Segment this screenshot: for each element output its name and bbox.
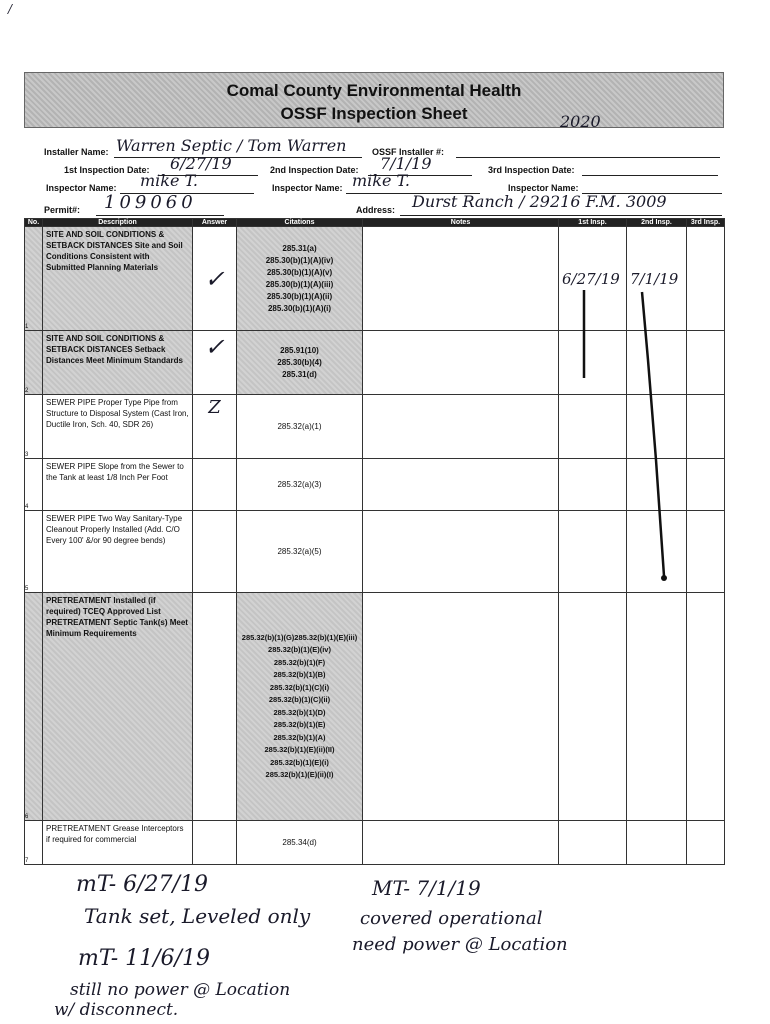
inspector2-value[interactable]: mike T. — [352, 171, 410, 190]
col-header-no: No. — [25, 219, 43, 227]
note-entry: Tank set, Leveled only — [84, 904, 311, 928]
citations-cell: 285.31(a) 285.30(b)(1)(A)(iv) 285.30(b)(1)(A)(v) 285.30(b)(1)(A)(iii) 285.30(b)(1)(A)(ii) 285.30(b)(1)(A)(i) — [237, 227, 363, 331]
row-number: 1 — [25, 227, 43, 331]
citations-cell: 285.91(10) 285.30(b)(4) 285.31(d) — [237, 331, 363, 395]
col-header-description: Description — [43, 219, 193, 227]
permit-value[interactable]: 109060 — [104, 192, 197, 213]
citations-cell: 285.32(a)(3) — [237, 459, 363, 511]
second-insp-cell[interactable]: 7/1/19 — [627, 227, 687, 331]
row-number: 7 — [25, 821, 43, 865]
first-insp-value[interactable]: 6/27/19 — [170, 154, 232, 173]
installer-name-label: Installer Name: — [44, 147, 109, 157]
row-number: 3 — [25, 395, 43, 459]
answer-cell[interactable]: ✓ — [193, 227, 237, 331]
row-description: SEWER PIPE Slope from the Sewer to the Tank at least 1/8 Inch Per Foot — [43, 459, 193, 511]
row-description: SITE AND SOIL CONDITIONS & SETBACK DISTANCES Setback Distances Meet Minimum Standards — [43, 331, 193, 395]
ossf-installer-label: OSSF Installer #: — [372, 147, 445, 157]
citations-cell: 285.32(a)(1) — [237, 395, 363, 459]
citations-cell: 285.32(b)(1)(G)285.32(b)(1)(E)(iii) 285.32(b)(1)(E)(iv) 285.32(b)(1)(F) 285.32(b)(1)(B) 285.32(b)(1)(C)(i) 285.32(b)(1)(C)(ii) 285.32(b)(1)(D) 285.32(b)(1)(E) 285.32(b)(1)(A) 285.32(b)(1)(E)(ii)(II) 285.32(b)(1)(E)(i) 285.32(b)(1)(E)(ii)(I) — [237, 593, 363, 821]
row-description: SITE AND SOIL CONDITIONS & SETBACK DISTANCES Site and Soil Conditions Consistent with Submitted Planning Materials — [43, 227, 193, 331]
inspector1-value[interactable]: mike T. — [140, 171, 198, 190]
inspector3-label: Inspector Name: — [508, 183, 579, 193]
stray-mark: / — [8, 2, 13, 16]
inspector2-label: Inspector Name: — [272, 183, 343, 193]
citations-cell: 285.32(a)(5) — [237, 511, 363, 593]
page-subtitle: OSSF Inspection Sheet — [280, 104, 468, 123]
row-description: PRETREATMENT Grease Interceptors if required for commercial — [43, 821, 193, 865]
page-title: Comal County Environmental Health — [226, 81, 522, 100]
col-header-first-insp: 1st Insp. — [559, 219, 627, 227]
row-number: 5 — [25, 511, 43, 593]
year-note: 2020 — [560, 112, 601, 131]
citations-cell: 285.34(d) — [237, 821, 363, 865]
note-entry: w/ disconnect. — [54, 1000, 179, 1020]
permit-label: Permit#: — [44, 205, 81, 215]
note-entry: need power @ Location — [352, 934, 568, 955]
installer-name-value[interactable]: Warren Septic / Tom Warren — [116, 136, 347, 155]
answer-cell[interactable]: ✓ — [193, 331, 237, 395]
col-header-notes: Notes — [363, 219, 559, 227]
col-header-citations: Citations — [237, 219, 363, 227]
col-header-second-insp: 2nd Insp. — [627, 219, 687, 227]
note-entry: still no power @ Location — [70, 980, 291, 1000]
row-number: 6 — [25, 593, 43, 821]
second-insp-line-mark — [642, 292, 664, 576]
third-insp-label: 3rd Inspection Date: — [488, 165, 575, 175]
row-description: PRETREATMENT Installed (if required) TCEQ Approved List PRETREATMENT Septic Tank(s) Meet Minimum Requirements — [43, 593, 193, 821]
second-insp-label: 2nd Inspection Date: — [270, 165, 359, 175]
col-header-answer: Answer — [193, 219, 237, 227]
second-insp-value[interactable]: 7/1/19 — [380, 154, 432, 173]
note-entry: mT- 6/27/19 — [76, 872, 208, 897]
row-description: SEWER PIPE Two Way Sanitary-Type Cleanout Properly Installed (Add. C/O Every 100' &/or 90 degree bends) — [43, 511, 193, 593]
address-label: Address: — [356, 205, 396, 215]
first-insp-cell[interactable]: 6/27/19 — [559, 227, 627, 331]
col-header-third-insp: 3rd Insp. — [687, 219, 725, 227]
note-entry: covered operational — [360, 908, 543, 929]
address-value[interactable]: Durst Ranch / 29216 F.M. 3009 — [412, 192, 667, 211]
note-entry: MT- 7/1/19 — [372, 876, 481, 900]
row-description: SEWER PIPE Proper Type Pipe from Structure to Disposal System (Cast Iron, Ductile Iron, Sch. 40, SDR 26) — [43, 395, 193, 459]
note-entry: mT- 11/6/19 — [78, 946, 210, 971]
row-number: 2 — [25, 331, 43, 395]
row-number: 4 — [25, 459, 43, 511]
answer-cell[interactable]: Z — [193, 395, 237, 459]
inspector1-label: Inspector Name: — [46, 183, 117, 193]
first-insp-label: 1st Inspection Date: — [64, 165, 150, 175]
line-end-dot — [661, 575, 667, 581]
